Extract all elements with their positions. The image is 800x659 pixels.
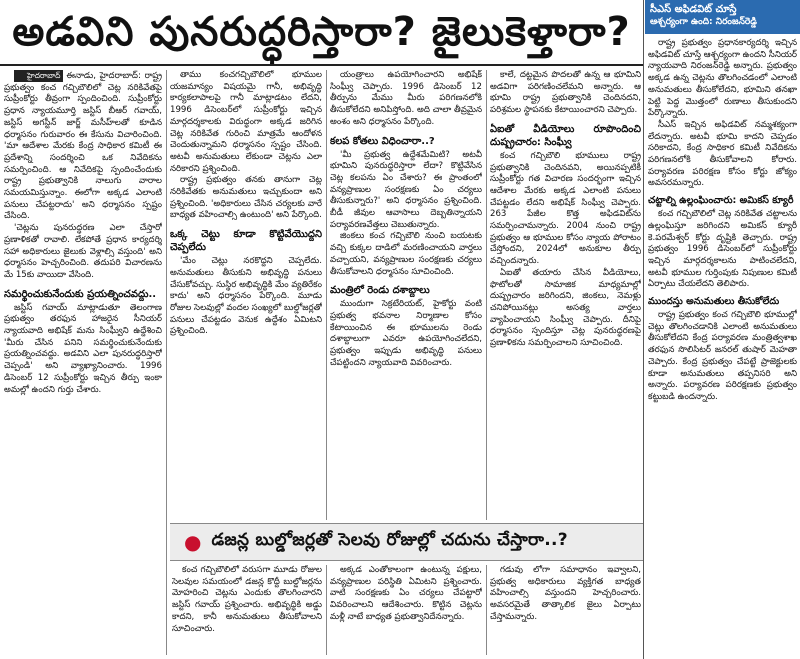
- article-column-1: [4, 70, 162, 655]
- article-paragraph: కాలే, దట్టమైన పొదలతో ఉన్న ఆ భూమిని అడవిగా పరిగణించలేమని అన్నారు. ఆ భూమి రాష్ట్ర ప్రభుత్వానికి చెందినదని, పరిశ్రమల స్థాపనకు కేటాయించారని చెప్పారు.: [490, 70, 641, 116]
- subheading: సమర్థించుకునేందుకు ప్రయత్నించవద్దు..: [4, 288, 157, 300]
- article-paragraph: 'మీ ప్రభుత్వ ఉద్దేశమేమిటి? అటవీ భూమిని పునరుద్ధరిస్తారా లేదా? కొట్టివేసిన చెట్ల కలపను ఏం చేశారు? ఈ ప్రాంతంలో వన్యప్రాణుల సంరక్షణకు ఏం చర్యలు తీసుకున్నారు?' అని ధర్మాసనం ప్రశ్నించింది. బీడీ జీవుల ఆవాసాలు దెబ్బతిన్నాయని పర్యావరణవేత్తలు చెబుతున్నారు.: [330, 149, 482, 230]
- side-divider: [643, 0, 644, 659]
- subheading: ఒక్క చెట్టు కూడా కొట్టివేయొద్దని చెప్పలేదు: [170, 229, 322, 254]
- article-paragraph: జింకలు కంచ గచ్చిబౌలి నుంచి బయటకు వచ్చి కుక్కల దాడిలో మరణించాయని వార్తలు వచ్చాయని, వన్యప్రాణుల సంరక్షణకు చర్యలు తీసుకోవాలని ధర్మాసనం సూచించింది.: [330, 231, 482, 277]
- headline: అడవిని పునరుద్ధరిస్తారా? జైలుకెళ్తారా?: [12, 9, 631, 55]
- column-divider: [486, 565, 487, 655]
- column-divider: [486, 70, 487, 520]
- side-story-subtitle: ఆశ్చర్యంగా ఉంది: నిరంజన్‌రెడ్డి: [650, 17, 757, 27]
- article-paragraph: రాష్ట్ర ప్రభుత్వం ప్రధానకార్యదర్శి ఇచ్చిన అఫిడవిట్ చూస్తే ఆశ్చర్యంగా ఉందని సీనియర్ న్యాయవాది నిరంజన్‌రెడ్డి అన్నారు. ప్రభుత్వం అక్కడ ఉన్న చెట్లను తొలగించడంలో ఎలాంటి అనుమతులు తీసుకోలేదని, భూమిని తనఖా పెట్టి పెద్ద మొత్తంలో రుణాలు తీసుకుందని పేర్కొన్నారు.: [648, 38, 797, 119]
- article-paragraph: రాష్ట్ర ప్రభుత్వం తనకు తానుగా చెట్ల నరికివేతకు అనుమతులు ఇచ్చుకుందా అని ప్రశ్నించింది. 'అధికారులు చేసిన చర్యలకు వారే బాధ్యత వహించాల్సి ఉంటుంది' అని పేర్కొంది.: [170, 175, 322, 221]
- side-story-body: [648, 38, 797, 656]
- banner-column-3: [490, 565, 641, 655]
- side-story-title: సీఎస్ అఫిడవిట్ చూస్తే: [650, 4, 737, 15]
- article-paragraph: యంత్రాలు ఉపయోగించారని అభిషేక్ సింఘ్వీ చెప్పారు. 1996 డిసెంబర్ 12 తీర్పును మేము మీరు పరిగణనలోకి తీసుకోలేదని అనిపిస్తోంది. అది చాలా తీవ్రమైన అంశం అని ధర్మాసనం పేర్కొంది.: [330, 70, 482, 127]
- article-paragraph: ఏఐతో తయారు చేసిన వీడియోలు, ఫొటోలతో సామాజిక మాధ్యమాల్లో దుష్ప్రచారం జరిగిందని, జింకలు, నెమళ్లు చనిపోయినట్లు అసత్య వార్తలు వ్యాపించాయని సింఘ్వీ చెప్పారు. దీనిపై ధర్మాసనం స్పందిస్తూ చెట్ల పునరుద్ధరణపై ప్రణాళికను సమర్పించాలని సూచించింది.: [490, 267, 641, 349]
- article-column-2: [170, 70, 322, 520]
- subheading: కలప కోతలు విధించారా..?: [330, 135, 435, 147]
- article-paragraph: గడువు లోగా సమాధానం ఇవ్వాలని, ప్రభుత్వ అధికారులు వ్యక్తిగత బాధ్యత వహించాల్సి వస్తుందని హెచ్చరించారు. అవసరమైతే తాత్కాలిక జైలు ఏర్పాటు చేస్తామన్నారు.: [490, 565, 641, 622]
- article-paragraph: 'చెట్లను పునరుద్ధరణ ఎలా చేస్తారో ప్రణాళికతో రావాలి. లేకపోతే ప్రధాన కార్యదర్శి సహా అధికారులు జైలుకు వెళ్లాల్సి వస్తుంది' అని ధర్మాసనం హెచ్చరించింది. తదుపరి విచారణను మే 15కు వాయిదా వేసింది.: [4, 223, 162, 280]
- column-divider: [166, 70, 167, 655]
- article-paragraph: అక్కడ ఎంతోకాలంగా ఉంటున్న పక్షులు, వన్యప్రాణుల పరిస్థితి ఏమిటని ప్రశ్నించారు. వాటి సంరక్షణకు ఏం చర్యలు చేపట్టారో వివరించాలని ఆదేశించారు. కొట్టిన చెట్లను మళ్లీ నాటే బాధ్యత ప్రభుత్వానిదేనన్నారు.: [330, 565, 482, 622]
- bullet-icon: ●: [184, 530, 202, 554]
- article-column-4: [490, 70, 641, 520]
- article-paragraph: రాష్ట్ర ప్రభుత్వం కంచ గచ్చిబౌలి భూముల్లో చెట్లు తొలగించడానికి ఎలాంటి అనుమతులు తీసుకోలేదని కేంద్ర పర్యావరణ మంత్రిత్వశాఖ తరఫున సొలిసిటర్ జనరల్ తుషార్ మెహతా చెప్పారు. కేంద్ర ప్రభుత్వం చేపట్టే ప్రాజెక్టులకు కూడా అనుమతులు తప్పనిసరి అని అన్నారు. పర్యావరణ పరిరక్షణకు ప్రభుత్వం కట్టుబడి ఉందన్నారు.: [648, 310, 797, 402]
- article-paragraph: కంచ గచ్చిబౌలిలో చెట్ల నరికివేత చట్టాలను ఉల్లంఘిస్తూ జరిగిందని అమికస్ క్యూరీ కె.పరమేశ్వర్ కోర్టు దృష్టికి తెచ్చారు. రాష్ట్ర ప్రభుత్వం 1996 డిసెంబర్‌లో సుప్రీంకోర్టు ఇచ్చిన మార్గదర్శకాలను పాటించలేదని, అటవీ భూముల గుర్తింపుకు నిపుణుల కమిటీ ఏర్పాటు చేయలేదని తెలిపారు.: [648, 209, 797, 290]
- side-story-header: [645, 0, 800, 34]
- dateline: హైదరాబాద్: [14, 70, 63, 82]
- article-paragraph: కంచ గచ్చిబౌలిలో వరుసగా మూడు రోజుల సెలవుల సమయంలో డజన్ల కొద్దీ బుల్డోజర్లను మోహరించి చెట్లను ఎందుకు తొలగించారని జస్టిస్ గవాయ్ ప్రశ్నించారు. అభివృద్ధికి అడ్డు కాదని, కానీ అనుమతులు తీసుకోవాలని సూచించారు.: [172, 565, 322, 634]
- article-paragraph: జస్టిస్ గవాయ్ మాట్లాడుతూ తెలంగాణ ప్రభుత్వం తరఫున హాజరైన సీనియర్ న్యాయవాది అభిషేక్ మను సింఘ్వీని ఉద్దేశించి 'మీరు చేసిన పనిని సమర్థించుకునేందుకు ప్రయత్నించవద్దు. అడవిని ఎలా పునరుద్ధరిస్తారో చెప్పండి' అని వ్యాఖ్యానించారు. 1996 డిసెంబర్ 12 సుప్రీంకోర్టు ఇచ్చిన తీర్పు ఇంకా అమల్లో ఉందని గుర్తు చేశారు.: [4, 302, 162, 395]
- article-paragraph: హైదరాబాద్ ఈనాడు, హైదరాబాద్: రాష్ట్ర ప్రభుత్వం కంచ గచ్చిబౌలిలో చెట్ల నరికివేతపై సుప్రీంకోర్టు తీవ్రంగా స్పందించింది. సుప్రీంకోర్టు ప్రధాన న్యాయమూర్తి జస్టిస్ బీఆర్ గవాయ్, జస్టిస్ అగస్టీన్ జార్జ్ మసీహ్‌లతో కూడిన ధర్మాసనం గురువారం ఈ కేసును విచారించింది. 'మా ఆదేశాల మేరకు కేంద్ర సాధికార కమిటీ ఈ ప్రదేశాన్ని సందర్శించి ఒక నివేదికను సమర్పించింది. ఆ నివేదికపై స్పందించేందుకు రాష్ట్ర ప్రభుత్వానికి నాలుగు వారాల సమయమిస్తున్నాం. ఈలోగా అక్కడ ఎలాంటి పనులు చేపట్టరాదు' అని ధర్మాసనం స్పష్టం చేసింది.: [4, 71, 162, 222]
- banner-subheading: [170, 523, 643, 561]
- article-paragraph: ముందుగా సెక్రటేరియట్, హైకోర్టు వంటి ప్రభుత్వ భవనాల నిర్మాణాల కోసం కేటాయించిన ఈ భూములను రెండు దశాబ్దాలుగా ఎవరూ ఉపయోగించలేదని, ప్రభుత్వం ఇప్పుడు అభివృద్ధి పనులు చేపట్టిందని న్యాయవాది వివరించారు.: [330, 299, 482, 368]
- banner-column-1: [172, 565, 322, 655]
- column-divider: [326, 70, 327, 520]
- subheading: చట్టాల్ని ఉల్లంఘించారు: అమికస్ క్యూరీ: [648, 195, 794, 207]
- subheading: ఏఐతో వీడియోలు రూపొందించి దుష్ప్రచారం: సింఘ్వీ: [490, 123, 641, 148]
- article-column-3: [330, 70, 482, 520]
- subheading: మంత్రిలో రెండు దశాబ్దాలు: [330, 285, 430, 297]
- subheading: ముందస్తు అనుమతులు తీసుకోలేదు: [648, 296, 780, 308]
- banner-text: డజన్ల బుల్డోజర్లతో సెలవు రోజుల్లో చదును చేస్తారా..?: [211, 530, 568, 550]
- article-paragraph: తాము కంచగచ్చిబౌలిలో భూముల యజమాన్యం విషయమై గానీ, అభివృద్ధి కార్యకలాపాలపై గానీ మాట్లాడటం లేదని, 1996 డిసెంబర్‌లో సుప్రీంకోర్టు ఇచ్చిన మార్గదర్శకాలకు విరుద్ధంగా అక్కడ జరిగిన చెట్ల నరికివేత గురించి మాత్రమే ఆందోళన చెందుతున్నామని ధర్మాసనం స్పష్టం చేసింది. అటవీ అనుమతులు లేకుండా చెట్లను ఎలా నరికారని ప్రశ్నించింది.: [170, 70, 322, 174]
- banner-column-2: [330, 565, 482, 655]
- article-paragraph: కంచ గచ్చిబౌలి భూములు రాష్ట్ర ప్రభుత్వానికి చెందినవని, అయినప్పటికీ సుప్రీంకోర్టు గత విచారణ సందర్భంగా ఇచ్చిన ఆదేశాల మేరకు అక్కడ ఎలాంటి పనులు చేపట్టడం లేదని అభిషేక్ సింఘ్వీ చెప్పారు. 263 పేజీల కొత్త అఫిడవిట్‌ను సమర్పించామన్నారు. 2004 నుంచి రాష్ట్ర ప్రభుత్వం ఆ భూముల కోసం న్యాయ పోరాటం చేస్తోందని, 2024లో అనుకూల తీర్పు వచ్చిందన్నారు.: [490, 150, 641, 267]
- article-paragraph: 'మేం చెట్లు నరకొద్దని చెప్పలేదు. అనుమతులు తీసుకుని అభివృద్ధి పనులు చేసుకోవచ్చు. సుస్థిర అభివృద్ధికి మేం వ్యతిరేకం కాదు' అని ధర్మాసనం పేర్కొంది. మూడు రోజుల సెలవుల్లో వందల సంఖ్యలో బుల్డోజర్లతో పనులు చేపట్టడం వెనుక ఉద్దేశం ఏమిటని ప్రశ్నించింది.: [170, 256, 322, 337]
- column-divider: [326, 565, 327, 655]
- headline-rule: [0, 64, 643, 66]
- article-paragraph: సీఎస్ ఇచ్చిన అఫిడవిట్ నమ్మశక్యంగా లేదన్నారు. అటవీ భూమి కాదని చెప్పడం సరికాదని, కేంద్ర సాధికార కమిటీ నివేదికను పరిగణనలోకి తీసుకోవాలని కోరారు. పర్యావరణ పరిరక్షణ కోసం కోర్టు జోక్యం అవసరమన్నారు.: [648, 119, 797, 189]
